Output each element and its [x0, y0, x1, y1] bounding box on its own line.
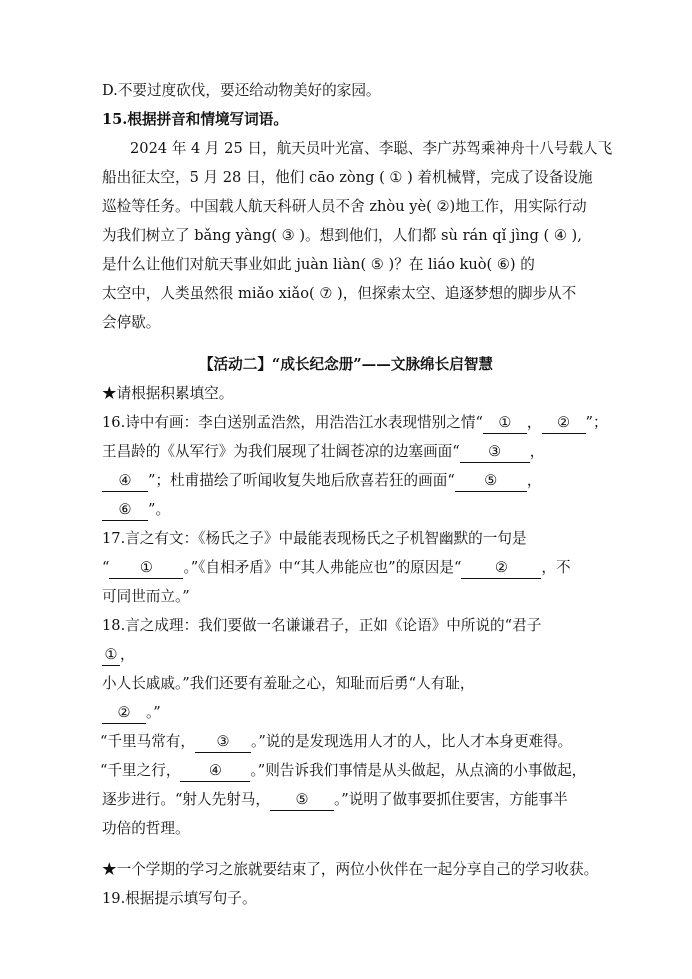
q17-line-2 [102, 553, 662, 582]
blank-16-5[interactable] [455, 471, 527, 492]
q15-text-line-6: 太空中，人类虽然很 miǎo xiǎo( ⑦ )，但探索太空、追逐梦想的脚步从不 [102, 285, 577, 302]
blank-number: ⑤ [484, 472, 498, 489]
blank-18-1[interactable] [102, 645, 120, 666]
comma: ， [526, 472, 542, 489]
q15-text-line-2: 船出征太空，5 月 28 日，他们 cāo zòng ( ① ) 着机械臂，完成了设备设施 [102, 169, 593, 186]
q18-line-1: 18.言之成理：我们要做一名谦谦君子，正如《论语》中所说的“君子 [102, 617, 542, 634]
blank-16-3[interactable] [460, 442, 530, 463]
q15-text-line-4: 为我们树立了 bǎng yàng( ③ )。想到他们，人们都 sù rán qǐ jìng ( ④ ), [102, 227, 582, 244]
blank-number: ⑤ [295, 791, 309, 808]
blank-17-1[interactable] [109, 558, 183, 579]
blank-16-1[interactable] [483, 413, 527, 434]
q15-text-line-5: 是什么让他们对航天事业如此 juàn liàn( ⑤ )？在 liáo kuò( ⑥) 的 [102, 256, 535, 273]
q16-line-3 [102, 466, 662, 495]
blank-18-5[interactable] [270, 790, 334, 811]
q18-line-6 [100, 756, 662, 785]
q18-text-e-tail: 。”说的是发现选用人才的人，比人才本身更难得。 [251, 733, 573, 750]
blank-number: ⑥ [118, 501, 132, 518]
q16-text-a-tail: ”； [585, 414, 608, 431]
q16-text-a: 16.诗中有画：李白送别孟浩然，用浩浩江水表现惜别之情“ [102, 414, 483, 431]
q18-text-g-tail: 。”说明了做事要抓住要害，方能事半 [334, 791, 568, 808]
q17-text-mid: 。”《自相矛盾》中“其人弗能应也”的原因是“ [183, 559, 462, 576]
blank-number: ② [494, 559, 508, 576]
open-quote: “ [102, 559, 110, 576]
q16-text-d: ”。 [148, 501, 171, 518]
q18-line-8: 功倍的哲理。 [102, 820, 190, 837]
q15-text-line-1: 2024 年 4 月 25 日，航天员叶光富、李聪、李广苏驾乘神舟十八号载人飞 [130, 140, 613, 157]
blank-number: ④ [208, 762, 222, 779]
blank-number: ③ [216, 733, 230, 750]
blank-18-4[interactable] [180, 761, 250, 782]
instruction-star-1: ★请根据积累填空。 [102, 385, 234, 402]
q18-text-g-head: 逐步进行。“射人先射马， [102, 791, 270, 808]
question-19-title: 19.根据提示填写句子。 [102, 890, 257, 907]
q18-line-2 [102, 640, 662, 669]
blank-16-4[interactable] [102, 471, 148, 492]
comma: ， [526, 414, 542, 431]
blank-number: ④ [118, 472, 132, 489]
blank-16-6[interactable] [102, 500, 148, 521]
blank-18-2[interactable] [102, 703, 146, 724]
q15-text-line-3: 巡检等任务。中国载人航天科研人员不舍 zhòu yè( ②)地工作，用实际行动 [102, 198, 587, 215]
blank-number: ① [498, 414, 512, 431]
activity-2-heading: 【活动二】“成长纪念册”——文脉绵长启智慧 [198, 356, 494, 373]
blank-17-2[interactable] [461, 558, 541, 579]
q18-text-d-tail: 。” [146, 704, 161, 721]
q17-line-3: 可同世而立。” [102, 588, 190, 605]
question-15-title: 15.根据拼音和情境写词语。 [102, 111, 288, 128]
q17-line-1: 17.言之有文：《杨氏之子》中最能表现杨氏之子机智幽默的一句是 [102, 530, 527, 547]
blank-number: ② [556, 414, 571, 431]
q16-line-2 [102, 437, 662, 466]
q16-text-c: ”；杜甫描绘了听闻收复失地后欣喜若狂的画面“ [148, 472, 455, 489]
blank-number: ① [139, 559, 154, 576]
q16-line-1 [102, 408, 662, 437]
q18-text-e-head: “千里马常有， [100, 733, 196, 750]
blank-number: ② [117, 704, 131, 721]
q18-line-4 [102, 698, 662, 727]
comma: ， [529, 443, 545, 460]
q18-line-7 [102, 785, 662, 814]
q17-text-tail: ，不 [541, 559, 571, 576]
blank-number: ③ [488, 443, 502, 460]
q18-line-3: 小人长戚戚。”我们还要有羞耻之心，知耻而后勇“人有耻， [102, 675, 475, 692]
q18-text-f-head: “千里之行， [100, 762, 181, 779]
q16-line-4 [102, 495, 662, 524]
blank-number: ① [104, 646, 118, 663]
option-d: D.不要过度砍伐，要还给动物美好的家园。 [102, 82, 381, 99]
q18-text-f-tail: 。”则告诉我们事情是从头做起，从点滴的小事做起， [250, 762, 587, 779]
q18-line-5 [100, 727, 662, 756]
instruction-star-2: ★一个学期的学习之旅就要结束了，两位小伙伴在一起分享自己的学习收获。 [102, 861, 599, 878]
comma: ， [120, 646, 135, 663]
blank-16-2[interactable] [542, 413, 586, 434]
q15-text-line-7: 会停歇。 [102, 314, 161, 331]
blank-18-3[interactable] [195, 732, 251, 753]
q16-text-b: 王昌龄的《从军行》为我们展现了壮阔苍凉的边塞画面“ [102, 443, 460, 460]
